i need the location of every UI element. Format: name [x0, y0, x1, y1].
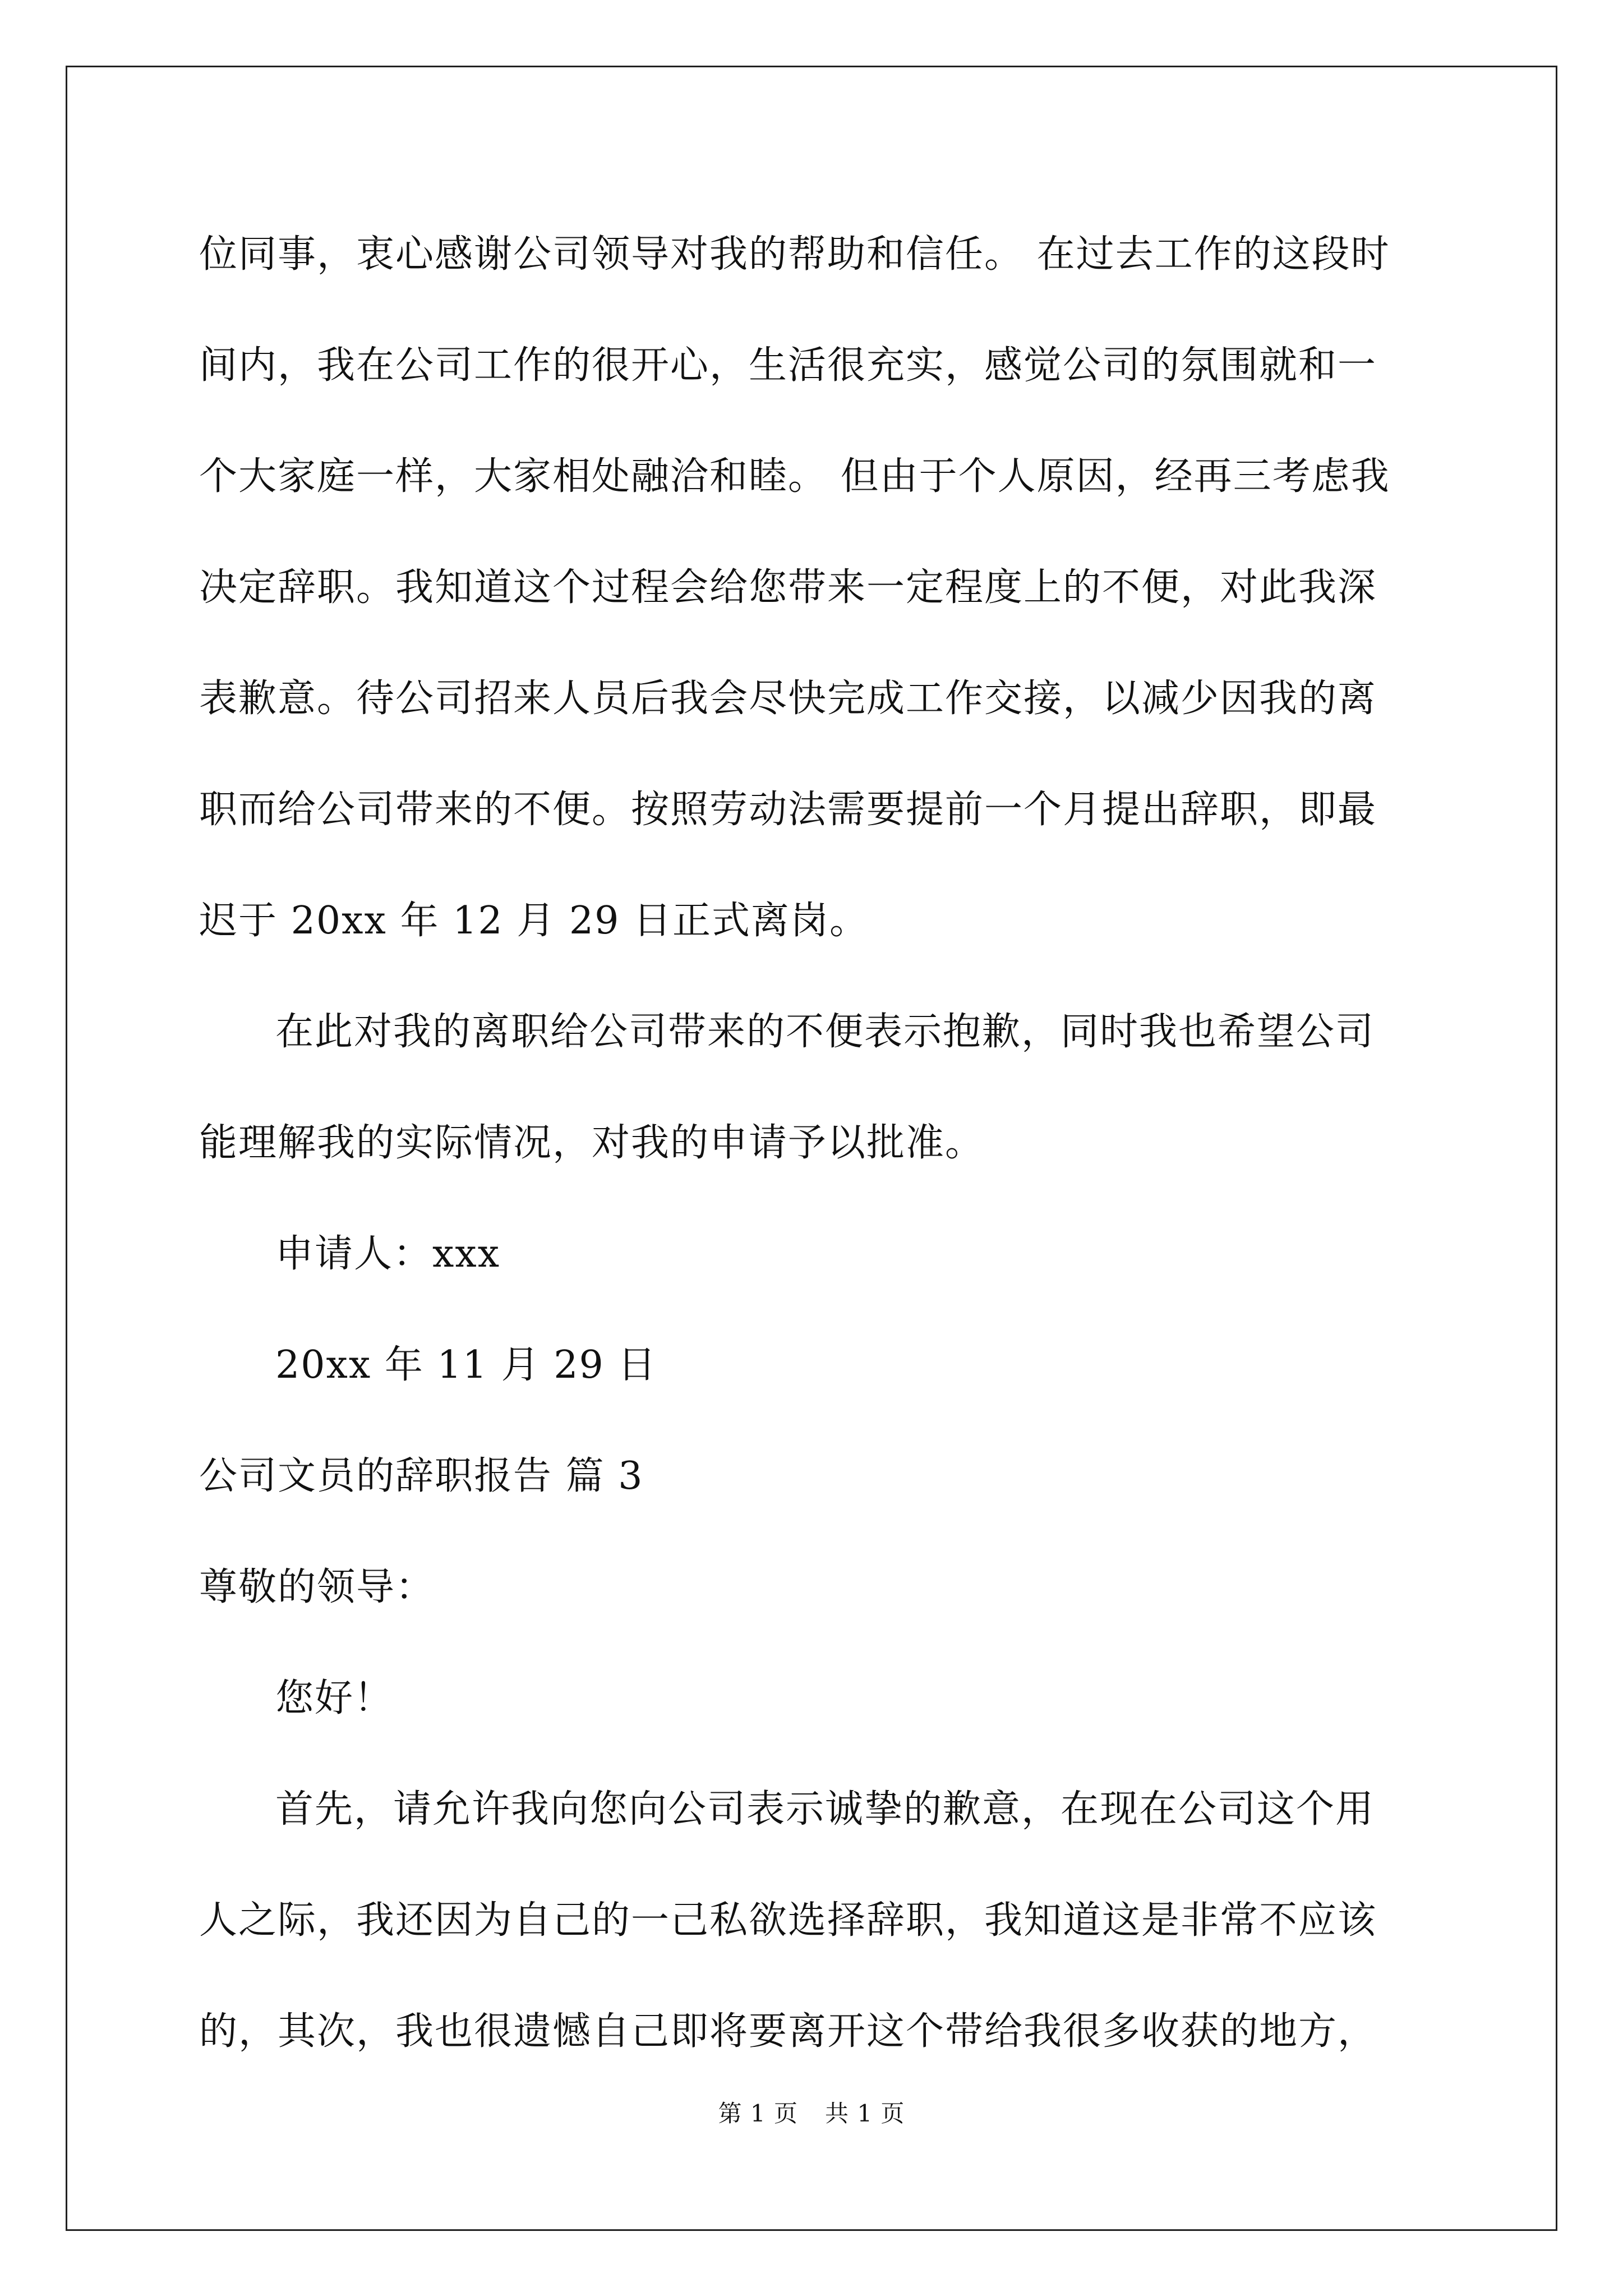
page-number: 第 1 页	[718, 2100, 798, 2127]
section-heading: 公司文员的辞职报告 篇 3	[199, 1454, 644, 1498]
body-line: 迟于 20xx 年 12 月 29 日正式离岗。	[199, 899, 869, 943]
page-total: 共 1 页	[825, 2100, 905, 2127]
body-line: 表歉意。待公司招来人员后我会尽快完成工作交接，以减少因我的离	[199, 677, 1377, 721]
body-line: 个大家庭一样，大家相处融洽和睦。 但由于个人原因，经再三考虑我	[199, 454, 1390, 499]
paragraph-line: 在此对我的离职给公司带来的不便表示抱歉，同时我也希望公司	[275, 1010, 1375, 1054]
paragraph-line: 首先，请允许我向您向公司表示诚挚的歉意，在现在公司这个用	[275, 1787, 1375, 1832]
body-line: 间内，我在公司工作的很开心，生活很充实，感觉公司的氛围就和一	[199, 343, 1377, 388]
body-line: 位同事，衷心感谢公司领导对我的帮助和信任。 在过去工作的这段时	[199, 232, 1390, 277]
date-line: 20xx 年 11 月 29 日	[275, 1343, 657, 1387]
applicant-line: 申请人：xxx	[275, 1232, 501, 1276]
body-line: 的，其次，我也很遗憾自己即将要离开这个带给我很多收获的地方，	[199, 2009, 1377, 2054]
document-body	[199, 199, 1427, 2087]
body-line: 职而给公司带来的不便。按照劳动法需要提前一个月提出辞职，即最	[199, 788, 1377, 832]
page-footer	[0, 2095, 1623, 2129]
body-line: 能理解我的实际情况，对我的申请予以批准。	[199, 1121, 985, 1165]
body-line: 人之际，我还因为自己的一己私欲选择辞职，我知道这是非常不应该	[199, 1898, 1377, 1943]
greeting: 您好！	[275, 1676, 394, 1720]
salutation: 尊敬的领导：	[199, 1565, 435, 1609]
body-line: 决定辞职。我知道这个过程会给您带来一定程度上的不便，对此我深	[199, 565, 1377, 610]
